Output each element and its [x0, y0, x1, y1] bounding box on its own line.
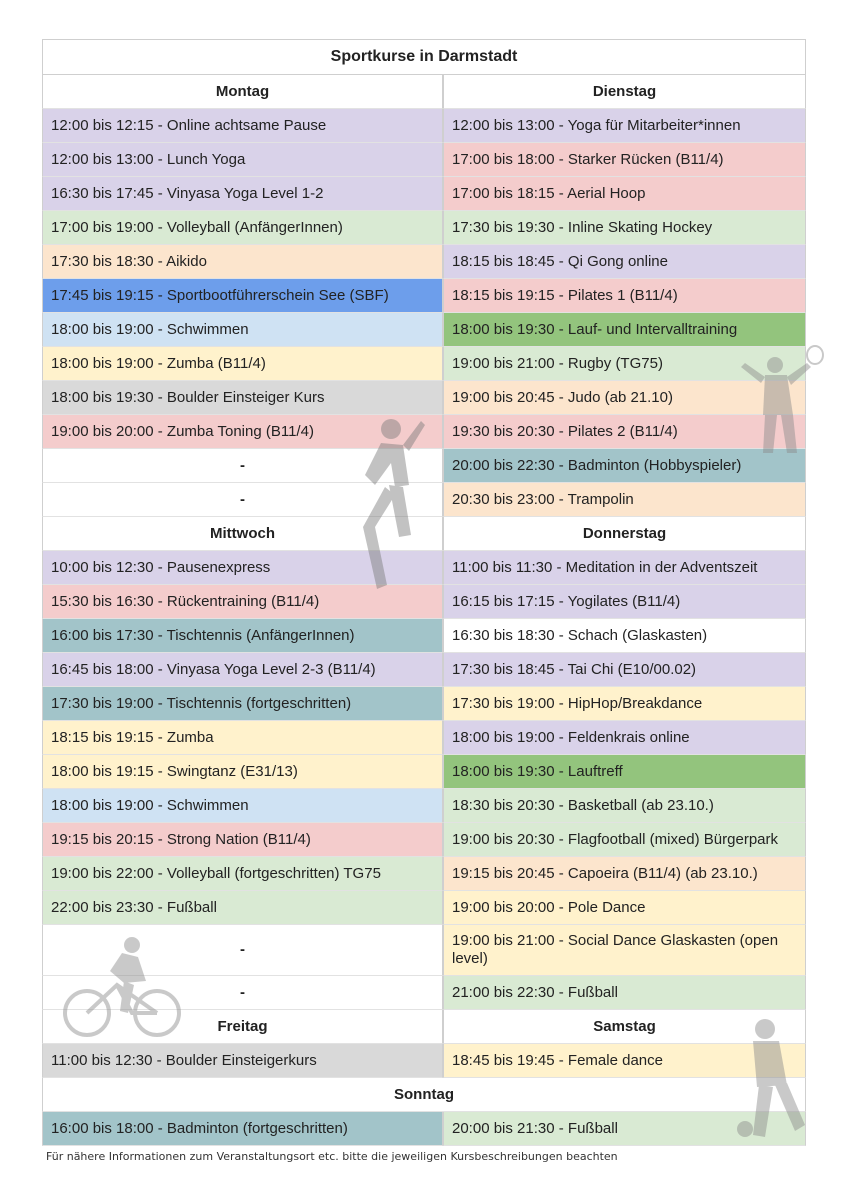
- course-cell: 18:30 bis 20:30 - Basketball (ab 23.10.): [443, 789, 806, 823]
- course-cell: 16:15 bis 17:15 - Yogilates (B11/4): [443, 585, 806, 619]
- day-header-mittwoch: Mittwoch: [42, 517, 443, 551]
- course-cell: 17:30 bis 19:30 - Inline Skating Hockey: [443, 211, 806, 245]
- footnote: Für nähere Informationen zum Veranstaltungsort etc. bitte die jeweiligen Kursbeschreibungen beachten: [46, 1150, 618, 1163]
- course-cell: 17:00 bis 19:00 - Volleyball (AnfängerInnen): [42, 211, 443, 245]
- course-cell: 19:00 bis 21:00 - Social Dance Glaskasten (open level): [443, 925, 806, 976]
- course-cell: 17:30 bis 18:30 - Aikido: [42, 245, 443, 279]
- course-cell: 11:00 bis 11:30 - Meditation in der Adventszeit: [443, 551, 806, 585]
- day-header-freitag: Freitag: [42, 1010, 443, 1044]
- day-header-montag: Montag: [42, 75, 443, 109]
- course-cell: 17:30 bis 19:00 - Tischtennis (fortgeschritten): [42, 687, 443, 721]
- course-cell: 19:00 bis 20:45 - Judo (ab 21.10): [443, 381, 806, 415]
- page-title: Sportkurse in Darmstadt: [42, 39, 806, 75]
- empty-cell: -: [42, 976, 443, 1010]
- course-cell: 18:00 bis 19:30 - Lauftreff: [443, 755, 806, 789]
- course-cell: 18:00 bis 19:00 - Feldenkrais online: [443, 721, 806, 755]
- empty-cell: -: [42, 925, 443, 976]
- course-cell: 16:00 bis 17:30 - Tischtennis (AnfängerInnen): [42, 619, 443, 653]
- empty-cell: -: [42, 449, 443, 483]
- course-cell: 16:30 bis 18:30 - Schach (Glaskasten): [443, 619, 806, 653]
- course-cell: 17:30 bis 19:00 - HipHop/Breakdance: [443, 687, 806, 721]
- course-cell: 20:00 bis 22:30 - Badminton (Hobbyspieler): [443, 449, 806, 483]
- course-cell: 18:00 bis 19:15 - Swingtanz (E31/13): [42, 755, 443, 789]
- course-cell: 10:00 bis 12:30 - Pausenexpress: [42, 551, 443, 585]
- course-cell: 19:00 bis 21:00 - Rugby (TG75): [443, 347, 806, 381]
- course-cell: 22:00 bis 23:30 - Fußball: [42, 891, 443, 925]
- course-cell: 18:15 bis 19:15 - Pilates 1 (B11/4): [443, 279, 806, 313]
- schedule-grid: [42, 75, 806, 1146]
- course-cell: 16:30 bis 17:45 - Vinyasa Yoga Level 1-2: [42, 177, 443, 211]
- course-cell: 16:00 bis 18:00 - Badminton (fortgeschritten): [42, 1112, 443, 1146]
- course-cell: 17:30 bis 18:45 - Tai Chi (E10/00.02): [443, 653, 806, 687]
- course-cell: 18:45 bis 19:45 - Female dance: [443, 1044, 806, 1078]
- course-cell: 15:30 bis 16:30 - Rückentraining (B11/4): [42, 585, 443, 619]
- course-cell: 18:15 bis 18:45 - Qi Gong online: [443, 245, 806, 279]
- course-cell: 17:45 bis 19:15 - Sportbootführerschein See (SBF): [42, 279, 443, 313]
- course-cell: 19:00 bis 20:00 - Pole Dance: [443, 891, 806, 925]
- day-header-donnerstag: Donnerstag: [443, 517, 806, 551]
- day-header-samstag: Samstag: [443, 1010, 806, 1044]
- course-cell: 18:00 bis 19:00 - Schwimmen: [42, 789, 443, 823]
- course-cell: 18:00 bis 19:00 - Schwimmen: [42, 313, 443, 347]
- course-cell: 12:00 bis 12:15 - Online achtsame Pause: [42, 109, 443, 143]
- course-cell: 18:00 bis 19:30 - Boulder Einsteiger Kurs: [42, 381, 443, 415]
- course-cell: 19:00 bis 20:30 - Flagfootball (mixed) Bürgerpark: [443, 823, 806, 857]
- course-cell: 21:00 bis 22:30 - Fußball: [443, 976, 806, 1010]
- course-cell: 17:00 bis 18:15 - Aerial Hoop: [443, 177, 806, 211]
- day-header-dienstag: Dienstag: [443, 75, 806, 109]
- course-cell: 12:00 bis 13:00 - Yoga für Mitarbeiter*innen: [443, 109, 806, 143]
- course-cell: 20:30 bis 23:00 - Trampolin: [443, 483, 806, 517]
- schedule-table: [42, 39, 806, 1146]
- course-cell: 12:00 bis 13:00 - Lunch Yoga: [42, 143, 443, 177]
- course-cell: 18:15 bis 19:15 - Zumba: [42, 721, 443, 755]
- course-cell: 19:00 bis 22:00 - Volleyball (fortgeschritten) TG75: [42, 857, 443, 891]
- course-cell: 16:45 bis 18:00 - Vinyasa Yoga Level 2-3 (B11/4): [42, 653, 443, 687]
- course-cell: 17:00 bis 18:00 - Starker Rücken (B11/4): [443, 143, 806, 177]
- day-header-sonntag: Sonntag: [42, 1078, 806, 1112]
- course-cell: 19:30 bis 20:30 - Pilates 2 (B11/4): [443, 415, 806, 449]
- course-cell: 18:00 bis 19:30 - Lauf- und Intervalltraining: [443, 313, 806, 347]
- course-cell: 11:00 bis 12:30 - Boulder Einsteigerkurs: [42, 1044, 443, 1078]
- course-cell: 19:15 bis 20:45 - Capoeira (B11/4) (ab 23.10.): [443, 857, 806, 891]
- course-cell: 19:00 bis 20:00 - Zumba Toning (B11/4): [42, 415, 443, 449]
- course-cell: 20:00 bis 21:30 - Fußball: [443, 1112, 806, 1146]
- empty-cell: -: [42, 483, 443, 517]
- course-cell: 18:00 bis 19:00 - Zumba (B11/4): [42, 347, 443, 381]
- course-cell: 19:15 bis 20:15 - Strong Nation (B11/4): [42, 823, 443, 857]
